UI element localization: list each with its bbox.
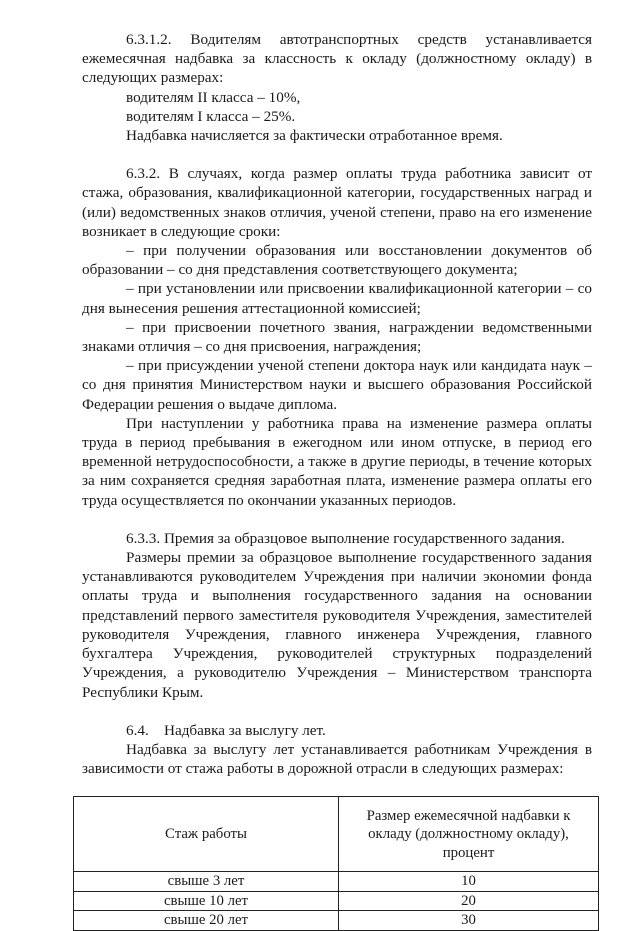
- vacation-paragraph: При наступлении у работника права на изменение размера оплаты труда в период пребывания в ежегодном или ином отпуске, в период его временной нетрудоспособности, а также в другие периоды, в течение которых за ним сохраняется средняя заработная плата, изменение размера оплаты его труда осуществляется по окончании указанных периодов.: [82, 414, 592, 509]
- header-allowance-percent: Размер ежемесячной надбавки к окладу (должностному окладу), процент: [339, 797, 599, 872]
- percent-cell: 30: [339, 911, 599, 931]
- list-item-academic-degree: – при присуждении ученой степени доктора наук или кандидата наук – со дня принятия Министерством науки и высшего образования Российской Федерации решения о выдаче диплома.: [82, 357, 592, 413]
- section-6-4-title: Надбавка за выслугу лет.: [164, 721, 326, 739]
- allowance-note: Надбавка начисляется за фактически отработанное время.: [126, 127, 503, 145]
- percent-cell: 10: [339, 872, 599, 892]
- list-item-qualification: – при установлении или присвоении квалификационной категории – со дня вынесения решения аттестационной комиссией;: [82, 280, 592, 317]
- section-6-3-3-heading: 6.3.3. Премия за образцовое выполнение государственного задания.: [126, 529, 565, 547]
- section-6-4-number: 6.4.: [126, 721, 149, 739]
- experience-cell: свыше 10 лет: [74, 891, 339, 911]
- section-6-3-2-intro: 6.3.2. В случаях, когда размер оплаты труда работника зависит от стажа, образования, квалификационной категории, государственных наград и (или) ведомственных знаков отличия, ученой степени, право на его изменение возникает в следующие сроки:: [82, 165, 592, 240]
- section-6-4-heading: [82, 721, 592, 740]
- table-row: [74, 891, 599, 911]
- document-page: [82, 30, 592, 931]
- table-row: [74, 872, 599, 892]
- seniority-allowance-table: [73, 796, 599, 931]
- class-1-allowance: водителям I класса – 25%.: [126, 107, 296, 125]
- section-6-3-1-2-intro: 6.3.1.2. Водителям автотранспортных средств устанавливается ежемесячная надбавка за классность к окладу (должностному окладу) в следующих размерах:: [82, 31, 592, 87]
- class-2-allowance: водителям II класса – 10%,: [126, 88, 301, 106]
- table-header-row: [74, 797, 599, 872]
- list-item-education: – при получении образования или восстановлении документов об образовании – со дня представления соответствующего документа;: [82, 242, 592, 279]
- section-6-3-3-body: Размеры премии за образцовое выполнение государственного задания устанавливаются руководителем Учреждения при наличии экономии фонда оплаты труда и выполнения государственного задания на основании представлений первого заместителя руководителя Учреждения, заместителей руководителя Учреждения, главного инженера Учреждения, главного бухгалтера Учреждения, руководителей структурных подразделений Учреждения, а руководителю Учреждения – Министерством транспорта Республики Крым.: [82, 549, 592, 701]
- experience-cell: свыше 20 лет: [74, 911, 339, 931]
- percent-cell: 20: [339, 891, 599, 911]
- section-6-4-body: Надбавка за выслугу лет устанавливается работникам Учреждения в зависимости от стажа работы в дорожной отрасли в следующих размерах:: [82, 740, 592, 778]
- header-experience: Стаж работы: [74, 797, 339, 872]
- list-item-honorary-title: – при присвоении почетного звания, награждении ведомственными знаками отличия – со дня присвоения, награждения;: [82, 318, 592, 356]
- table-row: [74, 911, 599, 931]
- experience-cell: свыше 3 лет: [74, 872, 339, 892]
